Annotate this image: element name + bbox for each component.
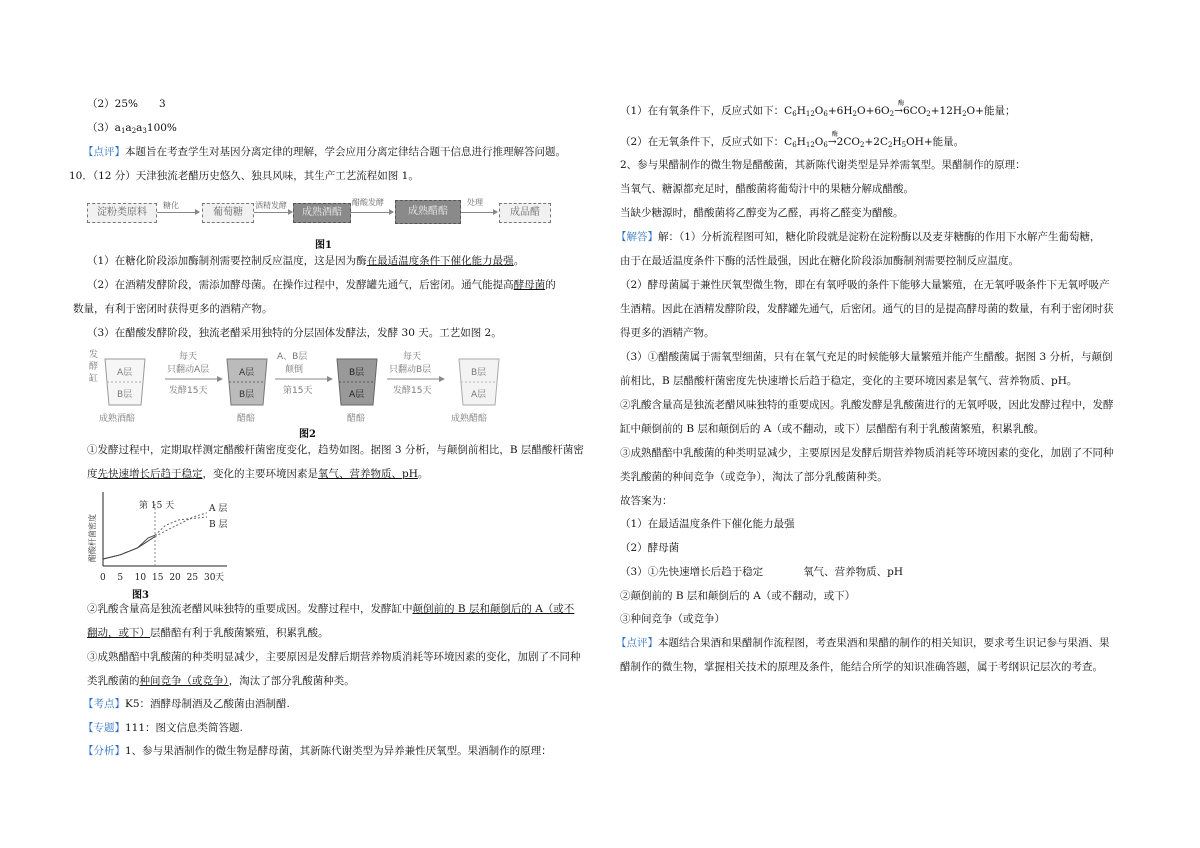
solution-line: （3）①醋酸菌属于需氧型细菌，只有在氧气充足的时候能够大量繁殖并能产生醋酸。据图 3 分析，与颠倒 (620, 351, 1113, 363)
answer-blank: 先快速增长后趋于稳定 (97, 468, 203, 480)
aerobic-reaction: （1）在有氧条件下，反应式如下：$C_6H_{12}O_6+6H_2O+6O_2$ 酶 $\to 6CO_2+12H_2O+$能量； (620, 104, 1015, 121)
answer-3: $(3)a_1a_2a_3100\%$ (87, 122, 177, 135)
answer-blank: 氧气、营养物质、pH (318, 468, 418, 480)
flow-label-alcohol: 酒精发酵 (255, 201, 287, 210)
figure-1-caption: 图1 (315, 240, 332, 251)
chart-x-tick: 10 (134, 573, 147, 583)
q10-3-3-cont: 类乳酸菌的种间竞争（或竞争），淘汰了部分乳酸菌种类。 (87, 675, 355, 687)
final-answer-3: （3）①先快速增长后趋于稳定 氧气、营养物质、pH (620, 566, 904, 578)
svg-text:每天: 每天 (403, 352, 422, 362)
solution-line: 缸中颠倒前的 B 层和颠倒后的 A（或不翻动，或下）层醋醅有利于乳酸菌繁殖，积累乳酸。 (620, 423, 1045, 435)
solution-line: （2）酵母菌属于兼性厌氧型微生物，即在有氧呼吸的条件下能够大量繁殖，在无氧呼吸条件下无氧呼吸产 (620, 279, 1110, 291)
analysis-2: 2、参与果醋制作的微生物是醋酸菌，其新陈代谢类型是异养需氧型。果醋制作的原理： (620, 159, 1026, 171)
flow-arrow (254, 212, 292, 213)
comment-10: 【点评】本题结合果酒和果醋制作流程图，考查果酒和果醋的制作的相关知识，要求考生识记参与果酒、果 (616, 637, 1110, 649)
q10-3-1-cont: 度先快速增长后趋于稳定，变化的主要环境因素是氧气、营养物质、pH。 (87, 468, 429, 480)
series-label: B 层 (209, 520, 228, 530)
q10-part2: （2）在酒精发酵阶段，需添加酵母菌。在操作过程中，发酵罐先通气，后密闭。通气能提高酵母菌的 (87, 279, 556, 291)
bucket2-caption: 醋醅 (237, 414, 256, 424)
series-line-a (103, 537, 155, 559)
answer-blank: 翻动，或下） (87, 627, 150, 639)
chart-annotation: 第 15 天 (139, 501, 175, 511)
chart-x-unit: 天 (215, 573, 225, 583)
series-label: A 层 (209, 503, 228, 514)
solution-line: ③成熟醋醅中乳酸菌的种类明显减少，主要原因是发酵后期营养物质消耗等环境因素的变化，加剧了不同种 (620, 447, 1114, 459)
answer-blank: 在最适温度条件下催化能力最强 (366, 255, 514, 267)
svg-text:A、B层: A、B层 (277, 352, 308, 362)
svg-text:发酵15天: 发酵15天 (169, 386, 208, 396)
fenxi: 【分析】1、参与果酒制作的微生物是酵母菌，其新陈代谢类型为异养兼性厌氧型。果酒制作的原理： (83, 745, 552, 757)
q10-3-2-cont: 翻动，或下）层醋醅有利于乳酸菌繁殖，积累乳酸。 (87, 627, 329, 639)
solution-line: 得更多的酒精产物。 (620, 327, 715, 339)
flow-box-final-vinegar: 成品醋 (499, 203, 551, 223)
series-line-a-after (155, 513, 207, 537)
analysis-2b: 当缺少糖源时，醋酸菌将乙醇变为乙醛，再将乙醛变为醋酸。 (620, 207, 904, 219)
bucket1-caption: 成熟酒醅 (99, 414, 136, 424)
q10-3-3: ③成熟醋醅中乳酸菌的种类明显减少，主要原因是发酵后期营养物质消耗等环境因素的变化，加剧了不同种 (87, 651, 581, 663)
q10-part3: （3）在醋酸发酵阶段，独流老醋采用独特的分层固体发酵法，发酵 30 天。工艺如图 2。 (87, 327, 502, 339)
q10-part2-cont: 数量，有利于密闭时获得更多的酒精产物。 (73, 303, 273, 315)
svg-text:B层: B层 (471, 368, 487, 378)
svg-text:A层: A层 (239, 368, 255, 378)
final-answer-3-2: ②颠倒前的 B 层和颠倒后的 A（或不翻动，或下） (620, 590, 856, 602)
anaerobic-reaction: （2）在无氧条件下，反应式如下：$C_6H_{12}O_6$ 酶 $\to 2CO_2+2C_2H_5OH+$能量。 (620, 131, 965, 149)
bucket4-caption: 成熟醋醅 (451, 414, 488, 424)
chart-x-tick: 25 (186, 573, 199, 583)
analysis-2a: 当氧气、糖源都充足时，醋酸菌将葡萄汁中的果糖分解成醋酸。 (620, 183, 914, 195)
comment-9: 【点评】本题旨在考查学生对基因分离定律的理解，学会应用分离定律结合题干信息进行推理解答问题。 (83, 146, 566, 158)
flow-label-saccharify: 糖化 (163, 201, 179, 210)
vat-label-1: 发 (89, 350, 99, 360)
bucket1-layer-a: A层 (117, 368, 133, 378)
answer-2: （2）25% 3 (87, 98, 166, 110)
svg-text:A层: A层 (471, 390, 487, 400)
flow-box-mature-vinegar: 成熟醋醅 (395, 200, 461, 224)
flow-arrow (351, 212, 393, 213)
figure-3-line-chart (87, 488, 237, 586)
figure-2-caption: 图2 (299, 429, 316, 440)
zhuanti: 【专题】111：图文信息类简答题. (83, 722, 243, 734)
flow-box-starch: 淀粉类原料 (87, 203, 157, 223)
svg-text:A层: A层 (349, 390, 365, 400)
answer-header: 故答案为： (620, 495, 673, 507)
enzyme-label: 酶 (898, 100, 905, 107)
chart-y-label: 醋酸杆菌密度 (88, 514, 97, 562)
figure-1-flowchart (87, 197, 557, 227)
answer-blank: 酵母菌 (513, 279, 546, 291)
solution-line: 由于在最适温度条件下酶的活性最强，因此在糖化阶段添加酶制剂需要控制反应温度。 (620, 255, 1019, 267)
question-10-title: 10．（12 分）天津独流老醋历史悠久、独具风味，其生产工艺流程如图 1。 (69, 170, 419, 182)
answer-blank: 颠倒前的 B 层和颠倒后的 A（或不 (412, 603, 575, 615)
final-answer-3-3: ③种间竞争（或竞争） (620, 613, 725, 625)
comment-10-cont: 醋制作的微生物，掌握相关技术的原理及条件，能结合所学的知识准确答题，属于考纲识记层次的考查。 (620, 661, 1103, 673)
svg-text:B层: B层 (239, 390, 255, 400)
figure-2-fermentation-diagram (87, 347, 557, 427)
q10-3-1: ①发酵过程中，定期取样测定醋酸杆菌密度变化，趋势如图。据图 3 分析，与颠倒前相比，B 层醋酸杆菌密 (87, 444, 584, 456)
flow-arrow (461, 212, 497, 213)
q10-part1: （1）在糖化阶段添加酶制剂需要控制反应温度，这是因为酶在最适温度条件下催化能力最强。 (87, 255, 525, 267)
vat-label-3: 缸 (89, 374, 99, 384)
flow-box-mature-wine: 成熟酒醅 (293, 203, 351, 223)
solution-line: 生酒精。因此在酒精发酵阶段，发酵罐先通气，后密闭。通气的目的是提高酵母菌的数量，有利于密闭时获 (620, 303, 1114, 315)
series-line-b (103, 535, 155, 559)
solution-line: 前相比，B 层醋酸杆菌密度先快速增长后趋于稳定，变化的主要环境因素是氧气、营养物质、pH。 (620, 375, 1078, 387)
final-answer-1: （1）在最适温度条件下催化能力最强 (620, 518, 795, 530)
svg-text:发酵15天: 发酵15天 (393, 386, 432, 396)
chart-x-tick: 5 (117, 573, 124, 583)
solution: 【解答】解：（1）分析流程图可知，糖化阶段就是淀粉在淀粉酶以及麦芽糖酶的作用下水解产生葡萄糖， (616, 231, 1101, 243)
flow-label-acetic: 醋酸发酵 (352, 198, 384, 207)
svg-text:每天: 每天 (179, 352, 198, 362)
solution-line: 类乳酸菌的种间竞争（或竞争），淘汰了部分乳酸菌种类。 (620, 471, 888, 483)
svg-text:第15天: 第15天 (283, 386, 313, 396)
svg-text:只翻动B层: 只翻动B层 (389, 365, 432, 375)
final-answer-2: （2）酵母菌 (620, 542, 680, 554)
solution-line: ②乳酸含量高是独流老醋风味独特的重要成因。乳酸发酵是乳酸菌进行的无氧呼吸，因此发酵过程中，发酵 (620, 399, 1114, 411)
answer-blank: 种间竞争（或竞争） (139, 675, 229, 687)
chart-x-tick: 20 (169, 573, 181, 583)
chart-x-tick: 0 (100, 573, 106, 583)
figure-3-caption: 图3 (132, 590, 149, 601)
vat-label-2: 酵 (89, 362, 99, 372)
chart-x-tick: 15 (152, 573, 164, 583)
svg-text:只翻动A层: 只翻动A层 (167, 365, 210, 375)
svg-text:颠倒: 颠倒 (285, 365, 304, 375)
bucket3-caption: 醋醅 (347, 414, 366, 424)
q10-3-2: ②乳酸含量高是独流老醋风味独特的重要成因。发酵过程中，发酵缸中颠倒前的 B 层和颠倒后的 A（或不 (87, 603, 575, 615)
kaodian: 【考点】K5：酒酵母制酒及乙酸菌由酒制醋. (83, 698, 290, 710)
svg-text:B层: B层 (349, 368, 365, 378)
comment-tag: 【点评】 (83, 146, 125, 158)
chart-x-tick: 30 (204, 573, 216, 583)
flow-label-process: 处理 (467, 198, 483, 207)
bucket1-layer-b: B层 (117, 390, 133, 400)
flow-box-glucose: 葡萄糖 (202, 203, 254, 223)
flow-arrow (157, 212, 199, 213)
